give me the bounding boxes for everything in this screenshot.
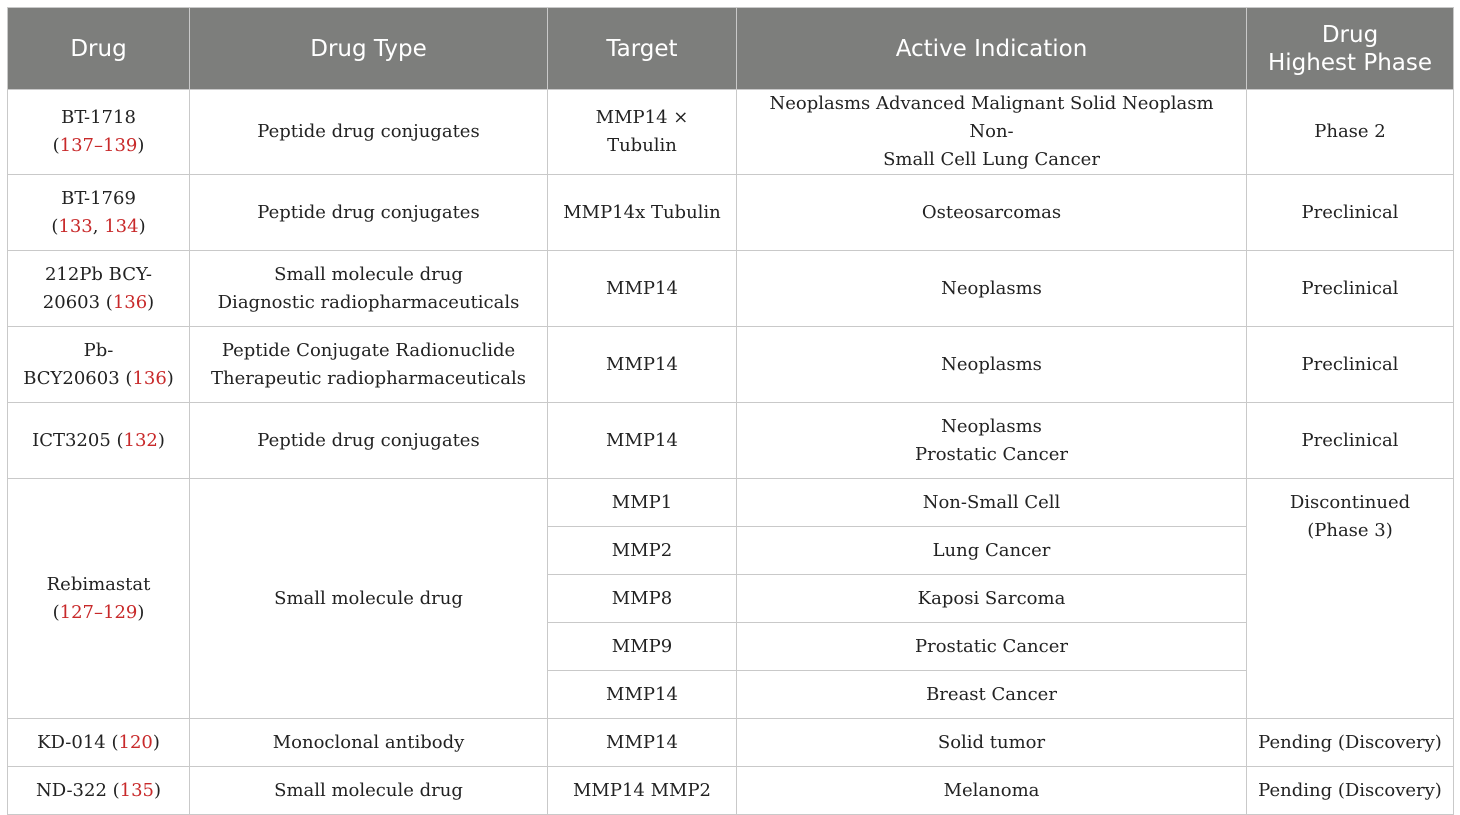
drug-refs: (137–139) — [52, 135, 145, 156]
drug-type-cell: Small molecule drug Diagnostic radiopharmaceuticals — [190, 251, 548, 327]
target-cell: MMP14 × Tubulin — [548, 90, 737, 175]
indication-cell: Melanoma — [737, 767, 1247, 815]
header-active-indication: Active Indication — [737, 8, 1247, 90]
drug-cell — [8, 90, 190, 175]
header-target: Target — [548, 8, 737, 90]
drug-cell: Pb- BCY20603 (136) — [8, 327, 190, 403]
indication-cell: Neoplasms — [737, 327, 1247, 403]
drug-table — [7, 7, 1454, 815]
header-row — [8, 8, 1454, 90]
phase-cell: Pending (Discovery) — [1247, 719, 1454, 767]
target-cell: MMP14x Tubulin — [548, 175, 737, 251]
table-row — [8, 251, 1454, 327]
target-cell: MMP8 — [548, 575, 737, 623]
header-line: Highest Phase — [1268, 49, 1432, 76]
reference-link[interactable]: 120 — [118, 731, 153, 753]
header-highest-phase-text — [1253, 21, 1447, 77]
target-cell: MMP2 — [548, 527, 737, 575]
table-row — [8, 479, 1454, 527]
drug-type-cell: Peptide drug conjugates — [190, 175, 548, 251]
drug-refs: (133, 134) — [51, 215, 146, 237]
header-line: Drug — [1321, 21, 1379, 48]
reference-link[interactable]: 136 — [112, 291, 148, 313]
drug-name: BT-1718 — [61, 107, 136, 128]
table-row — [8, 90, 1454, 175]
indication-cell: Osteosarcomas — [737, 175, 1247, 251]
drug-cell: Rebimastat (127–129) — [8, 479, 190, 719]
drug-type-cell: Peptide drug conjugates — [190, 403, 548, 479]
drug-cell: ND-322 (135) — [8, 767, 190, 815]
reference-link[interactable]: 134 — [104, 215, 139, 237]
indication-cell: Non-Small Cell — [737, 479, 1247, 527]
table-row — [8, 719, 1454, 767]
indication-cell: Kaposi Sarcoma — [737, 575, 1247, 623]
indication-cell: Neoplasms — [737, 251, 1247, 327]
drug-cell: KD-014 (120) — [8, 719, 190, 767]
drug-type-cell: Small molecule drug — [190, 767, 548, 815]
phase-cell: Pending (Discovery) — [1247, 767, 1454, 815]
target-cell: MMP9 — [548, 623, 737, 671]
drug-cell — [8, 175, 190, 251]
target-cell: MMP14 — [548, 671, 737, 719]
table-row — [8, 327, 1454, 403]
phase-cell: Preclinical — [1247, 175, 1454, 251]
indication-cell: Solid tumor — [737, 719, 1247, 767]
drug-type-cell: Small molecule drug — [190, 479, 548, 719]
phase-cell: Preclinical — [1247, 251, 1454, 327]
header-drug: Drug — [8, 8, 190, 90]
target-cell: MMP1 — [548, 479, 737, 527]
header-drug-type: Drug Type — [190, 8, 548, 90]
drug-cell: ICT3205 (132) — [8, 403, 190, 479]
drug-type-cell: Monoclonal antibody — [190, 719, 548, 767]
reference-link[interactable]: 133 — [58, 215, 93, 237]
indication-cell: Neoplasms Prostatic Cancer — [737, 403, 1247, 479]
target-cell: MMP14 MMP2 — [548, 767, 737, 815]
phase-cell: Discontinued (Phase 3) — [1247, 479, 1454, 719]
table-row — [8, 175, 1454, 251]
header-highest-phase — [1247, 8, 1454, 90]
indication-cell: Prostatic Cancer — [737, 623, 1247, 671]
reference-link[interactable]: 132 — [123, 429, 158, 451]
reference-link[interactable]: 135 — [119, 779, 155, 801]
table-row — [8, 403, 1454, 479]
target-cell: MMP14 — [548, 403, 737, 479]
drug-type-cell: Peptide Conjugate Radionuclide Therapeutic radiopharmaceuticals — [190, 327, 548, 403]
reference-link[interactable]: 127–129 — [59, 601, 138, 623]
indication-cell: Neoplasms Advanced Malignant Solid Neoplasm Non- Small Cell Lung Cancer — [737, 90, 1247, 175]
table-row — [8, 767, 1454, 815]
reference-link[interactable]: 136 — [132, 367, 167, 389]
phase-cell: Phase 2 — [1247, 90, 1454, 175]
indication-cell: Breast Cancer — [737, 671, 1247, 719]
indication-cell: Lung Cancer — [737, 527, 1247, 575]
drug-type-cell: Peptide drug conjugates — [190, 90, 548, 175]
reference-link[interactable]: 137–139 — [59, 135, 138, 156]
phase-cell: Preclinical — [1247, 403, 1454, 479]
drug-name: BT-1769 — [61, 187, 136, 209]
target-cell: MMP14 — [548, 327, 737, 403]
target-cell: MMP14 — [548, 251, 737, 327]
target-cell: MMP14 — [548, 719, 737, 767]
drug-cell: 212Pb BCY- 20603 (136) — [8, 251, 190, 327]
phase-cell: Preclinical — [1247, 327, 1454, 403]
